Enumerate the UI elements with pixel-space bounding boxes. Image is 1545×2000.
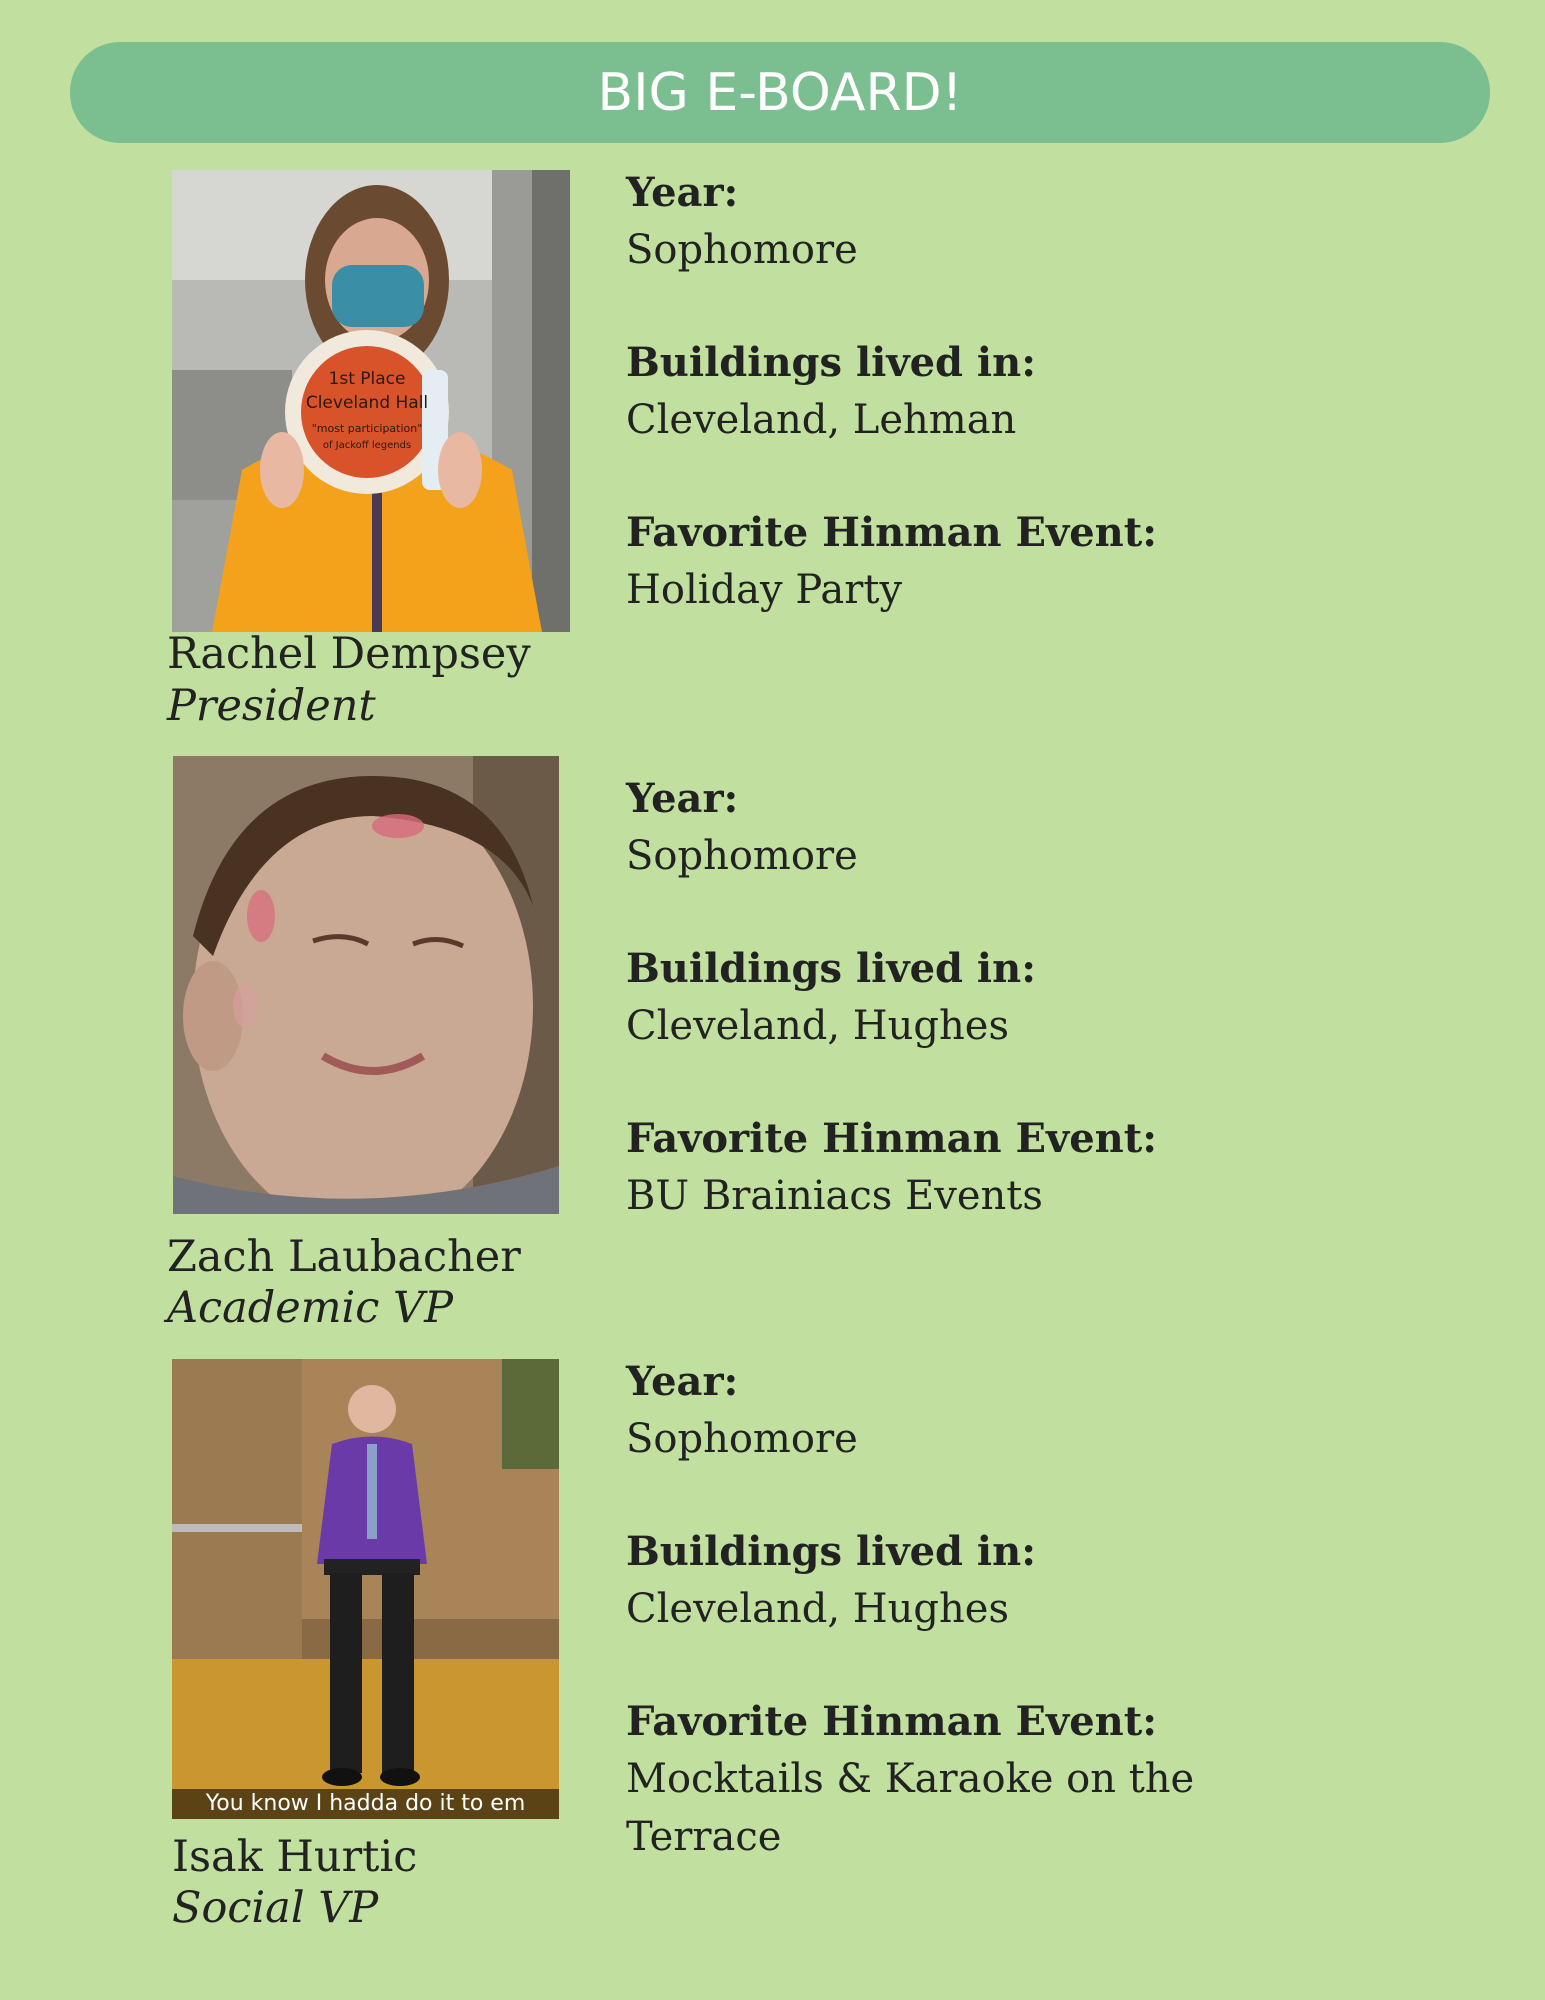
favorite-event-value: BU Brainiacs Events xyxy=(626,1173,1043,1219)
photo-zach-laubacher xyxy=(173,756,559,1214)
year-label: Year: xyxy=(626,169,739,216)
favorite-event-value: Mocktails & Karaoke on the Terrace xyxy=(626,1756,1195,1860)
photo-rachel-dempsey xyxy=(172,170,570,632)
year-value: Sophomore xyxy=(626,227,858,273)
year-value: Sophomore xyxy=(626,833,858,879)
plate-text-line-3: "most participation" xyxy=(311,422,423,435)
buildings-label: Buildings lived in: xyxy=(626,945,1036,992)
member-name: Isak Hurtic xyxy=(172,1832,418,1882)
member-role: Academic VP xyxy=(167,1283,454,1333)
buildings-value: Cleveland, Hughes xyxy=(626,1003,1009,1049)
plate-text-line-1: 1st Place xyxy=(328,369,406,389)
member-role: Social VP xyxy=(172,1883,379,1933)
member-role: President xyxy=(167,681,376,731)
buildings-label: Buildings lived in: xyxy=(626,339,1036,386)
favorite-event-label: Favorite Hinman Event: xyxy=(626,1115,1157,1162)
year-label: Year: xyxy=(626,775,739,822)
buildings-label: Buildings lived in: xyxy=(626,1528,1036,1575)
favorite-event-label: Favorite Hinman Event: xyxy=(626,509,1157,556)
member-info-isak-hurtic xyxy=(626,1354,1326,1866)
favorite-event-label: Favorite Hinman Event: xyxy=(626,1698,1157,1745)
member-info-rachel-dempsey xyxy=(626,165,1326,619)
buildings-value: Cleveland, Lehman xyxy=(626,397,1017,443)
member-info-zach-laubacher xyxy=(626,771,1326,1225)
plate-text-line-2: Cleveland Hall xyxy=(305,393,429,413)
photo-isak-hurtic xyxy=(172,1359,559,1819)
photo-caption: You know I hadda do it to em xyxy=(172,1789,559,1819)
favorite-event-value: Holiday Party xyxy=(626,567,903,613)
member-name: Rachel Dempsey xyxy=(167,629,531,679)
buildings-value: Cleveland, Hughes xyxy=(626,1586,1009,1632)
page-title: BIG E-BOARD! xyxy=(597,62,963,123)
plate-text-line-4: of Jackoff legends xyxy=(322,440,412,451)
title-banner xyxy=(70,42,1490,143)
member-name: Zach Laubacher xyxy=(167,1232,521,1282)
year-label: Year: xyxy=(626,1358,739,1405)
year-value: Sophomore xyxy=(626,1416,858,1462)
